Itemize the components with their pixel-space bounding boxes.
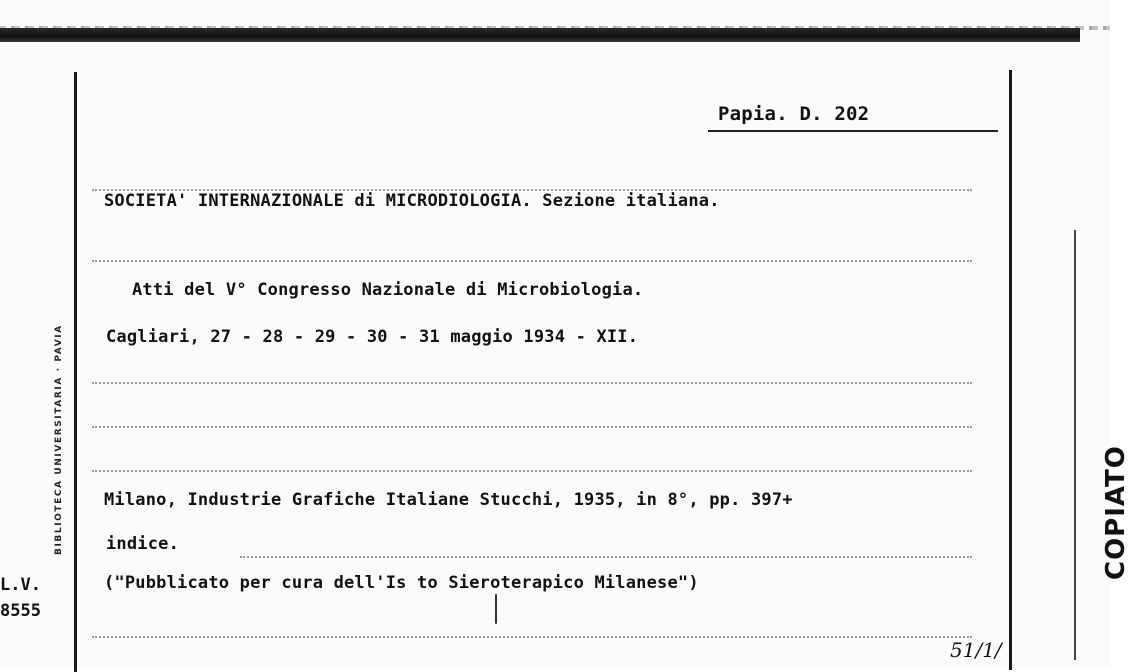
dotted-rule [92,470,972,472]
handwritten-annotation: 51/1/ [950,638,1002,662]
copiato-stamp: COPIATO [1101,445,1131,580]
dotted-rule [92,260,972,262]
right-margin-rule [1009,70,1012,670]
left-margin-rule [74,72,77,672]
title-line-1: Atti del V° Congresso Nazionale di Microbiologia. [132,280,644,300]
shelfmark-underline [708,130,998,132]
dotted-rule [92,426,972,428]
imprint-line-2: indice. [106,534,180,554]
publication-note: ("Pubblicato per cura dell'Is to Sieroterapico Milanese") [104,573,699,593]
title-line-2: Cagliari, 27 - 28 - 29 - 30 - 31 maggio 1934 - XII. [106,327,639,347]
corporate-author-heading: SOCIETA' INTERNAZIONALE di MICRODIOLOGIA. Sezione italiana. [104,191,720,211]
location-code-line-2: 8555 [0,601,41,621]
library-margin-stamp: BIBLIOTECA UNIVERSITARIA · PAVIA [54,324,64,555]
location-code [0,572,41,624]
dotted-rule [92,382,972,384]
imprint-line-1: Milano, Industrie Grafiche Italiane Stucchi, 1935, in 8°, pp. 397+ [104,490,793,510]
location-code-line-1: L.V. [0,575,41,595]
far-right-rule [1074,230,1076,660]
dotted-rule [240,556,972,558]
pen-mark [495,594,497,624]
scan-top-edge [0,28,1080,42]
dotted-rule [92,636,972,638]
shelfmark: Papia. D. 202 [718,103,870,125]
